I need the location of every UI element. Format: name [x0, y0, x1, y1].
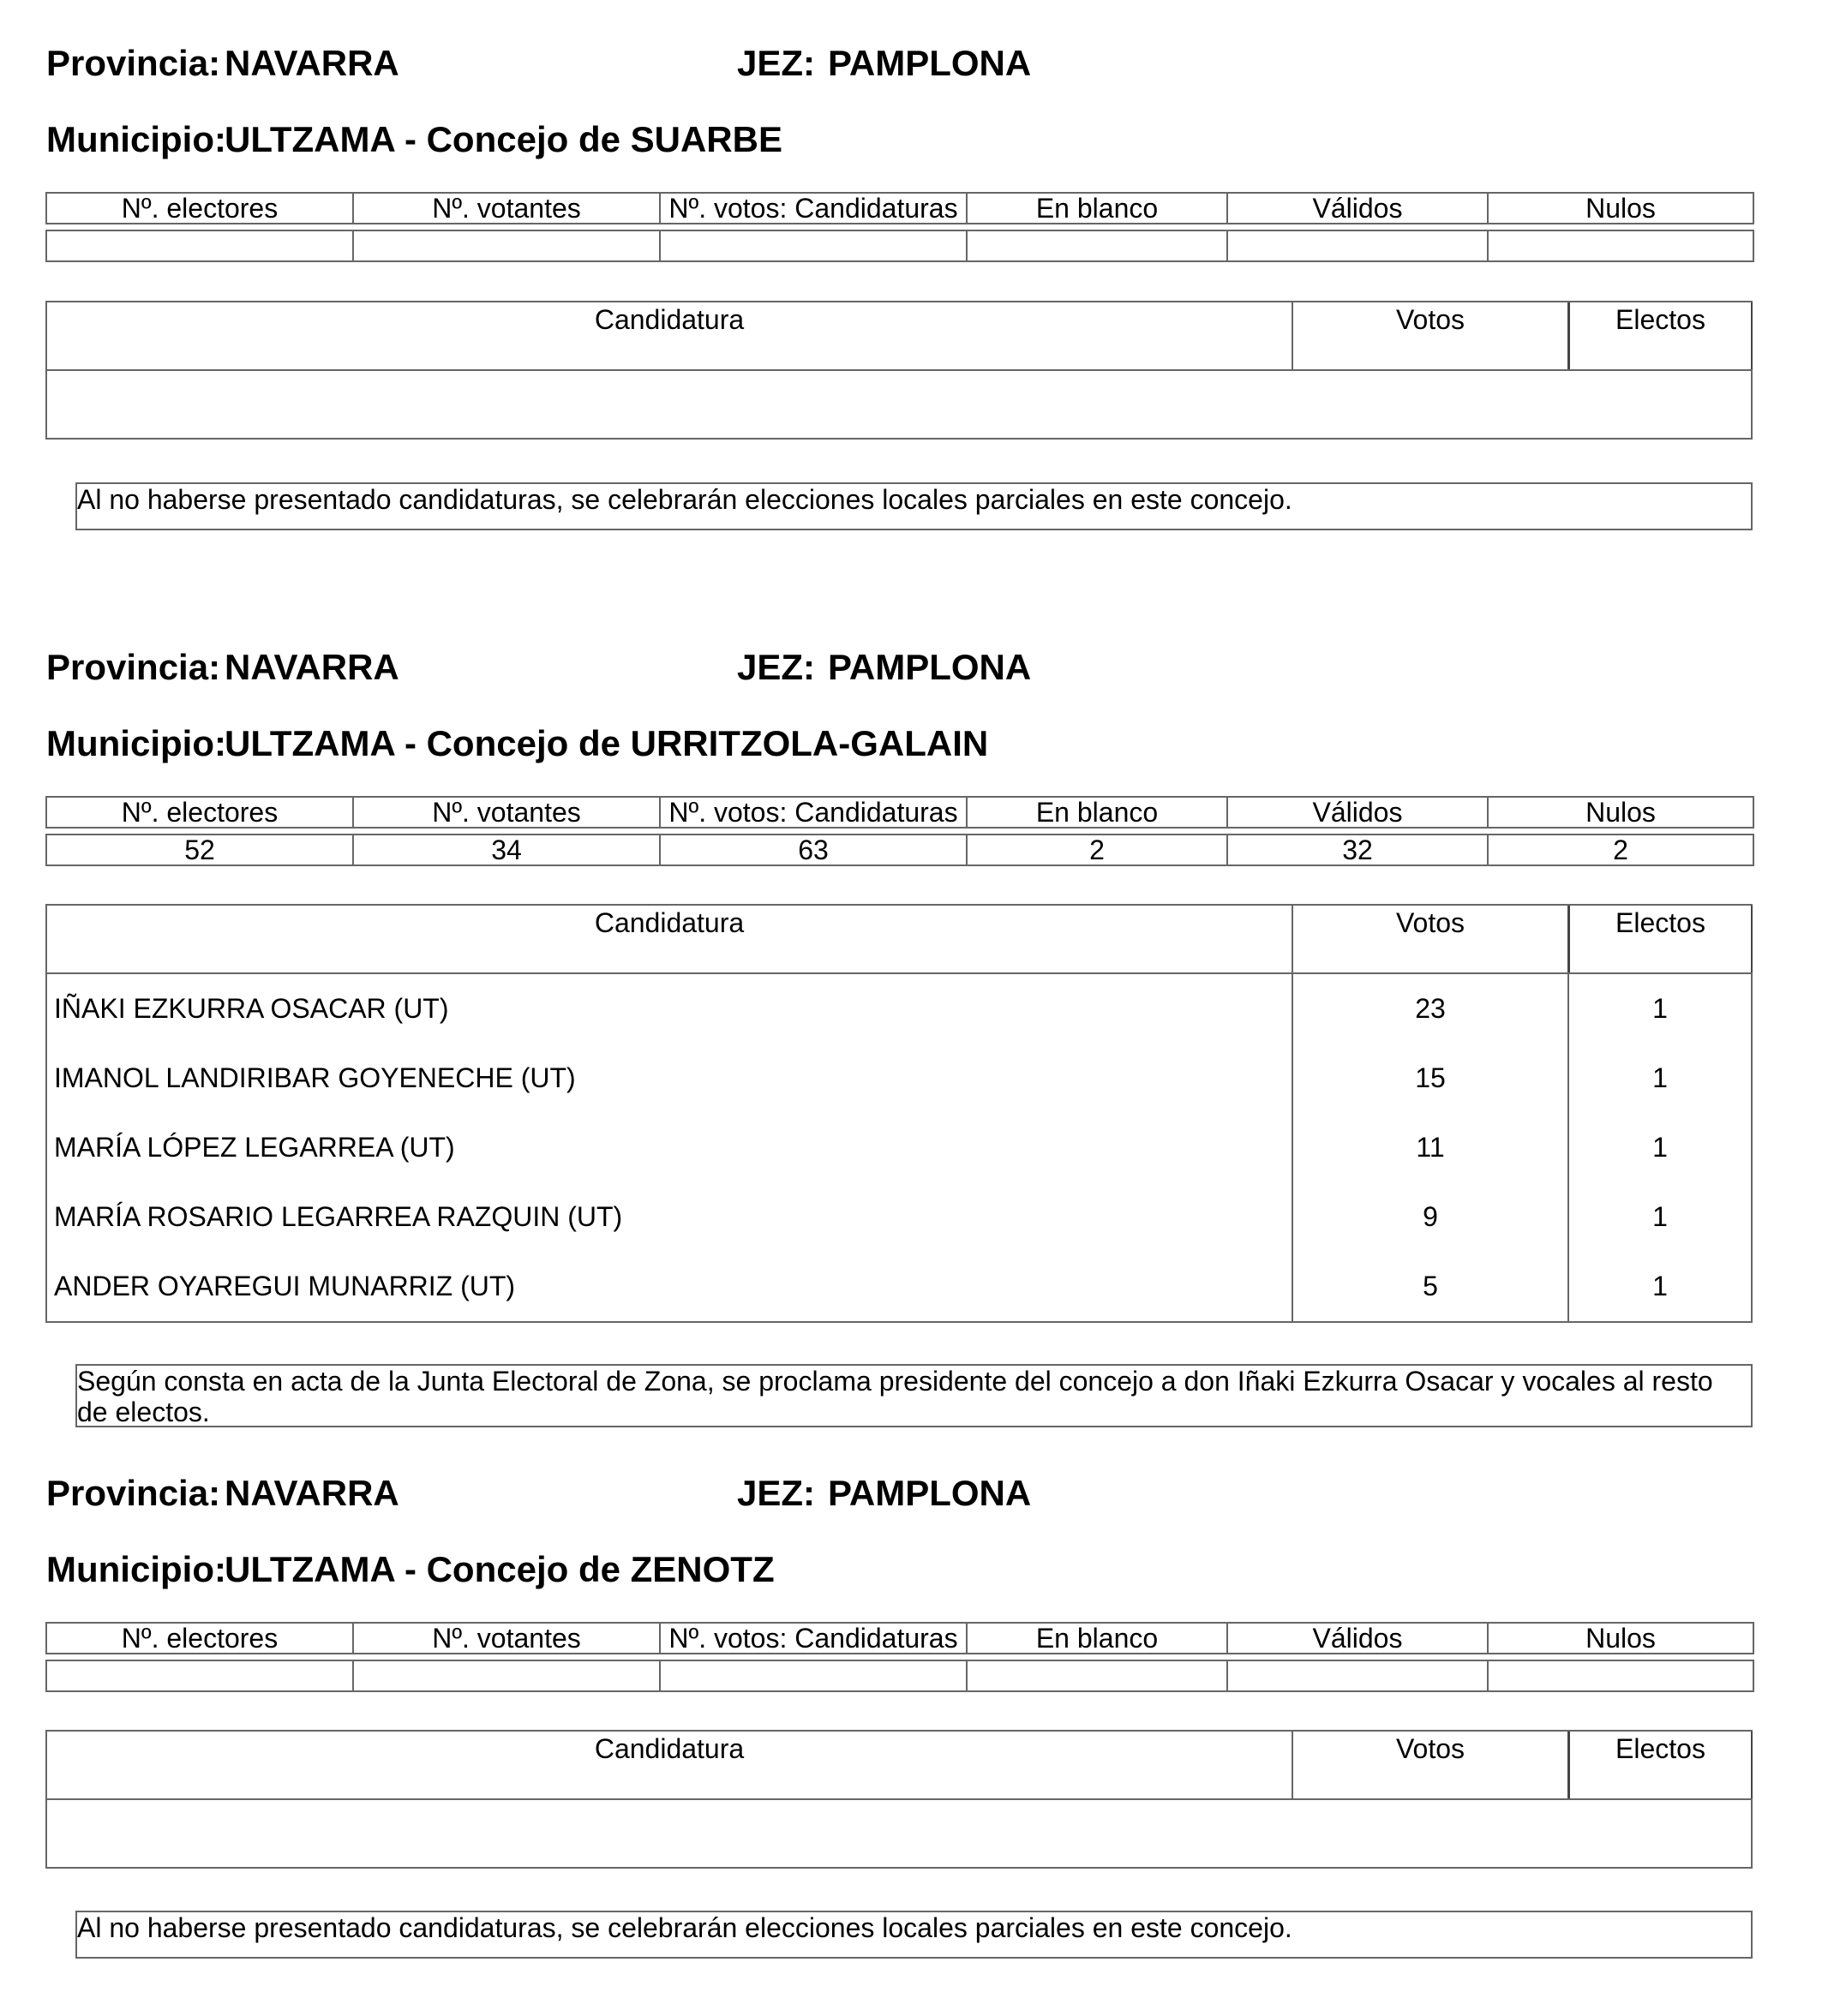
candidate-name: MARÍA LÓPEZ LEGARREA (UT) [54, 1132, 455, 1163]
header-votos-candidaturas: Nº. votos: Candidaturas [660, 193, 967, 224]
header-electores: Nº. electores [46, 1623, 353, 1654]
candidate-votos: 5 [1292, 1252, 1567, 1321]
value-electores [46, 230, 353, 261]
candidate-votos: 11 [1292, 1113, 1567, 1182]
header-candidatura: Candidatura [594, 304, 745, 335]
stats-value-row [46, 835, 1753, 865]
value-validos [1227, 230, 1488, 261]
candidates-header [47, 302, 1751, 371]
candidate-electos: 1 [1567, 1044, 1751, 1113]
provincia-label: Provincia: [46, 43, 221, 83]
header-validos: Válidos [1227, 1623, 1488, 1654]
value-nulos: 2 [1488, 835, 1753, 865]
municipio-label: Municipio: [46, 723, 226, 763]
candidate-electos: 1 [1567, 1182, 1751, 1252]
candidate-votos: 9 [1292, 1182, 1567, 1252]
header-en-blanco: En blanco [967, 1623, 1227, 1654]
candidate-row [47, 974, 1751, 1044]
value-votantes: 34 [353, 835, 660, 865]
provincia-label: Provincia: [46, 1473, 221, 1513]
header-validos: Válidos [1227, 797, 1488, 828]
value-en-blanco [967, 230, 1227, 261]
stats-table [45, 192, 1754, 262]
header-candidatura: Candidatura [594, 907, 745, 938]
stats-value-row [46, 1660, 1753, 1691]
value-votantes [353, 230, 660, 261]
candidates-empty-body [47, 1800, 1751, 1867]
jez-value: PAMPLONA [828, 647, 1032, 687]
municipio-value: ULTZAMA - Concejo de ZENOTZ [225, 1549, 775, 1589]
value-votos-candidaturas [660, 230, 967, 261]
candidate-name: IMANOL LANDIRIBAR GOYENECHE (UT) [54, 1062, 576, 1093]
candidate-votos: 23 [1292, 974, 1567, 1044]
header-nulos: Nulos [1488, 1623, 1753, 1654]
jez-label: JEZ: [737, 1473, 816, 1513]
header-nulos: Nulos [1488, 797, 1753, 828]
header-votos: Votos [1292, 302, 1567, 369]
candidates-empty-body [47, 371, 1751, 438]
candidate-electos: 1 [1567, 974, 1751, 1044]
municipio-label: Municipio: [46, 1549, 226, 1589]
candidate-electos: 1 [1567, 1113, 1751, 1182]
value-votos-candidaturas [660, 1660, 967, 1691]
candidates-header [47, 906, 1751, 974]
header-votantes: Nº. votantes [353, 1623, 660, 1654]
header-en-blanco: En blanco [967, 797, 1227, 828]
value-votantes [353, 1660, 660, 1691]
candidate-row [47, 1044, 1751, 1113]
provincia-value: NAVARRA [225, 1473, 399, 1513]
stats-table [45, 1622, 1754, 1692]
header-votos: Votos [1292, 906, 1567, 972]
header-electores: Nº. electores [46, 193, 353, 224]
provincia-value: NAVARRA [225, 43, 399, 83]
value-en-blanco: 2 [967, 835, 1227, 865]
header-nulos: Nulos [1488, 193, 1753, 224]
value-electores [46, 1660, 353, 1691]
value-validos: 32 [1227, 835, 1488, 865]
stats-header-row [46, 797, 1753, 828]
header-electos: Electos [1567, 906, 1753, 972]
header-validos: Válidos [1227, 193, 1488, 224]
header-votos-candidaturas: Nº. votos: Candidaturas [660, 1623, 967, 1654]
stats-header-row [46, 193, 1753, 224]
candidate-name: ANDER OYAREGUI MUNARRIZ (UT) [54, 1271, 516, 1301]
stats-value-row [46, 230, 1753, 261]
candidate-row [47, 1182, 1751, 1252]
header-votos-candidaturas: Nº. votos: Candidaturas [660, 797, 967, 828]
section-note: Según consta en acta de la Junta Electoral de Zona, se proclama presidente del concejo a don Iñaki Ezkurra Osacar y vocales al resto de electos. [75, 1364, 1753, 1427]
header-electos: Electos [1567, 1732, 1753, 1798]
candidates-body [47, 974, 1751, 1321]
header-en-blanco: En blanco [967, 193, 1227, 224]
value-en-blanco [967, 1660, 1227, 1691]
section-note: Al no haberse presentado candidaturas, se celebrarán elecciones locales parciales en este concejo. [75, 482, 1753, 530]
candidate-name: MARÍA ROSARIO LEGARREA RAZQUIN (UT) [54, 1201, 623, 1232]
candidates-table [45, 301, 1753, 440]
section-note: Al no haberse presentado candidaturas, se celebrarán elecciones locales parciales en este concejo. [75, 1911, 1753, 1959]
jez-label: JEZ: [737, 647, 816, 687]
stats-table [45, 796, 1754, 866]
provincia-value: NAVARRA [225, 647, 399, 687]
header-votos: Votos [1292, 1732, 1567, 1798]
value-nulos [1488, 230, 1753, 261]
jez-value: PAMPLONA [828, 1473, 1032, 1513]
header-votantes: Nº. votantes [353, 797, 660, 828]
value-validos [1227, 1660, 1488, 1691]
candidates-table [45, 1730, 1753, 1869]
header-candidatura: Candidatura [594, 1733, 745, 1764]
stats-header-row [46, 1623, 1753, 1654]
candidates-table [45, 904, 1753, 1323]
municipio-value: ULTZAMA - Concejo de SUARBE [225, 119, 782, 159]
header-votantes: Nº. votantes [353, 193, 660, 224]
jez-value: PAMPLONA [828, 43, 1032, 83]
candidate-votos: 15 [1292, 1044, 1567, 1113]
candidate-name: IÑAKI EZKURRA OSACAR (UT) [54, 993, 449, 1024]
candidate-row [47, 1113, 1751, 1182]
candidate-row [47, 1252, 1751, 1321]
jez-label: JEZ: [737, 43, 816, 83]
municipio-value: ULTZAMA - Concejo de URRITZOLA-GALAIN [225, 723, 989, 763]
value-electores: 52 [46, 835, 353, 865]
candidates-header [47, 1732, 1751, 1800]
municipio-label: Municipio: [46, 119, 226, 159]
header-electores: Nº. electores [46, 797, 353, 828]
provincia-label: Provincia: [46, 647, 221, 687]
value-nulos [1488, 1660, 1753, 1691]
header-electos: Electos [1567, 302, 1753, 369]
value-votos-candidaturas: 63 [660, 835, 967, 865]
candidate-electos: 1 [1567, 1252, 1751, 1321]
